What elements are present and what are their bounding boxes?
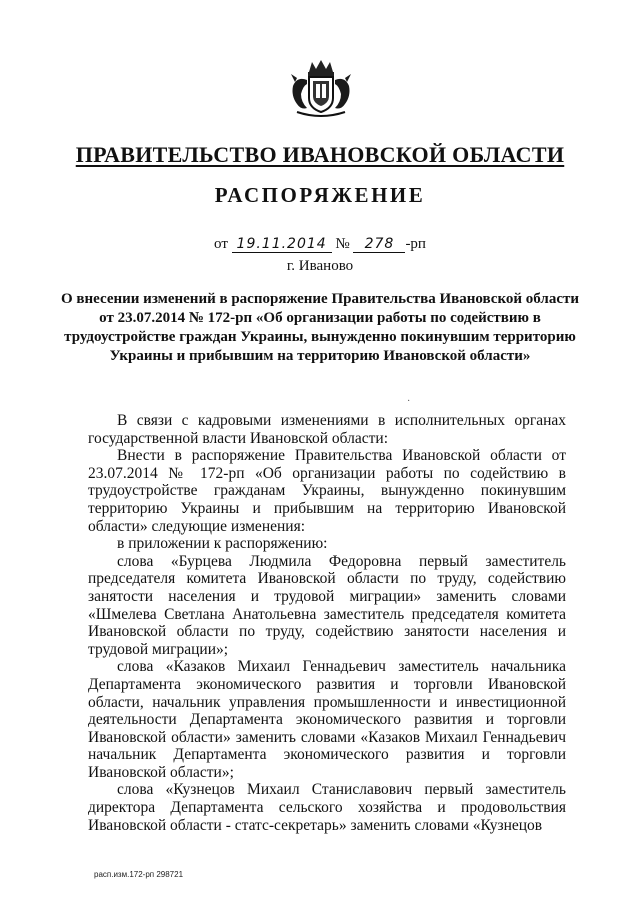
number-suffix: -рп [405, 236, 426, 252]
body-paragraph: слова «Казаков Михаил Геннадьевич заместитель начальника Департамента экономического развития и торговли Ивановской области, начальник управления промышленности и инвестиционной деятельности Департамента экономического развития и торговли Ивановской области» заменить словами «Казаков Михаил Геннадьевич начальник Департамента экономического развития и торговли Ивановской области»; [88, 658, 566, 781]
registration-line [0, 236, 640, 253]
scan-mark: · [407, 396, 411, 407]
number-sign: № [335, 236, 350, 252]
body-paragraph: В связи с кадровыми изменениями в исполнительных органах государственной власти Ивановской области: [88, 412, 566, 447]
body-paragraph: слова «Бурцева Людмила Федоровна первый заместитель председателя комитета Ивановской области по труду, содействию занятости населения и трудовой миграции» заменить словами «Шмелева Светлана Анатольевна заместитель председателя комитета Ивановской области по труду, содействию занятости населения и трудовой миграции»; [88, 552, 566, 658]
document-city: г. Иваново [286, 258, 354, 274]
document-subject: О внесении изменений в распоряжение Правительства Ивановской области от 23.07.2014 № 172-рп «Об организации работы по содействию в трудоустройстве граждан Украины, вынужденно покинувшим территорию Украины и прибывшим на территорию Ивановской области» [61, 291, 579, 364]
ivanovo-coat-of-arms-icon [285, 58, 357, 120]
body-paragraph: в приложении к распоряжению: [117, 535, 328, 553]
file-reference-footer: расп.изм.172-рп 298721 [94, 870, 184, 879]
document-number: 278 [353, 236, 405, 253]
document-type-title: РАСПОРЯЖЕНИЕ [214, 183, 426, 207]
body-paragraph: Внести в распоряжение Правительства Ивановской области от 23.07.2014 № 172-рп «Об организации работы по содействию в трудоустройстве гражданам Украины, вынужденно покинувшим территорию Украины и прибывшим на территорию Ивановской области» следующие изменения: [88, 447, 566, 535]
date-prefix: от [214, 236, 228, 252]
document-date: 19.11.2014 [232, 236, 332, 253]
body-paragraph: слова «Кузнецов Михаил Станиславович первый заместитель директора Департамента сельского хозяйства и продовольствия Ивановской области - статс-секретарь» заменить словами «Кузнецов [88, 781, 566, 834]
document-body [88, 412, 566, 834]
organization-title: ПРАВИТЕЛЬСТВО ИВАНОВСКОЙ ОБЛАСТИ [75, 142, 565, 167]
